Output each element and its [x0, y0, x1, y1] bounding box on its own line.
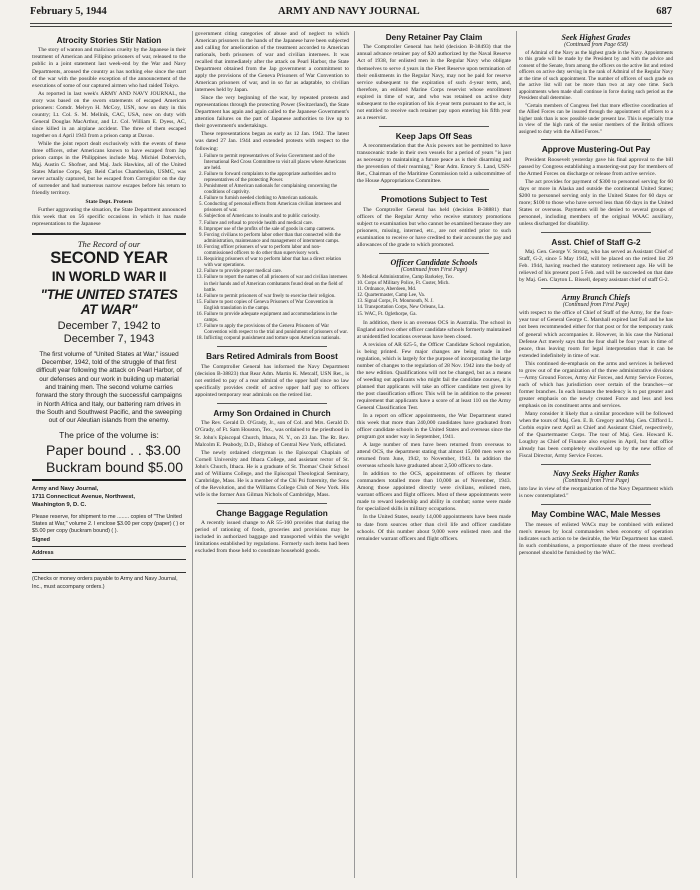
headline-officer-candidate-schools: Officer Candidate Schools [390, 257, 478, 267]
ad-headline-line-1: SECOND YEAR [50, 249, 168, 268]
article-paragraph: The Rev. Gerald D. O'Grady, Jr., son of Col. and Mrs. Gerald D. O'Grady, of Ft. Sam Houston, Tex., was ordained to the priesthood in St. John's Episcopal Church, Ithaca, N. Y., on 23 Jan. The Rt. Rev. Malcolm E. Peabody, D.D., Bishop of Central New York, officiated. [195, 420, 349, 448]
article-paragraph: These representations began as early as 12 Jan. 1942. The latest was dated 27 Jan. 1944 and extended protests with respect to the following: [195, 131, 349, 152]
article-paragraph: The newly ordained clergyman is the Episcopal Chaplain of Cornell University and Ithaca College, and assistant rector of St. John's Church, Ithaca. He is a graduate of St. Thomas' Choir School and of Williams College, and the Episcopal Theological Seminary, Cambridge, Mass. He is a member of the Chi Psi fraternity, the Sons of the Revolution, and the Williams College Club of New York. His wife is the former Ann Gilman Nichols of Cambridge, Mass. [195, 449, 349, 498]
column-1 [32, 31, 186, 882]
headline-bars-retired-admirals: Bars Retired Admirals from Boost [206, 352, 338, 362]
protest-list [195, 154, 349, 343]
column-4 [519, 31, 673, 882]
article-paragraph: Since the very beginning of the war, by repeated protests and representations through the protecting Power (Switzerland), the State Department has again and again called to the Japanese Government's attention failures on the part of Japanese authorities to live up to their government's undertakings. [195, 95, 349, 130]
ocs-school-item: 14. Transportation Corps, New Orleans, La. [357, 305, 445, 311]
article-divider [541, 504, 651, 505]
ocs-school-item: 12. Quartermaster, Camp Lee, Va. [357, 293, 426, 299]
protest-list-item: 13. Failure to report the names of all prisoners of war and civilian internees in their hands and of American combatants found dead on the field of battle. [204, 275, 349, 293]
protest-list-item: 17. Failure to apply the provisions of the Geneva Prisoners of War Convention with respect to the trial and punishment of prisoners of war. [204, 324, 349, 336]
form-address-line-1: 1711 Connecticut Avenue, Northwest, [32, 493, 135, 500]
form-address-field-line[interactable] [32, 550, 186, 560]
protest-list-item: 9. Forcing civilians to perform labor other than that connected with the administration, maintenance and management of internment camps. [204, 233, 349, 245]
article-paragraph: The Comptroller General has held (decision B-38881) that officers of the Regular Army who receive statutory promotions subject to examination but who cannot be examined because they are prisoners, missing, interned, etc., are not entitled prior to such examination to receive or have credited to their accounts the pay and allowances of the grade to which promoted. [357, 206, 511, 248]
ad-kicker: The Record of our [77, 239, 141, 250]
article-paragraph: President Roosevelt yesterday gave his final approval to the bill passed by Congress establishing a mustering-out pay for members of the Armed Forces on discharge or release from active service. [519, 156, 673, 177]
article-paragraph: In the United States, nearly 14,000 appointments have been made to date from sources other than civil life and officer candidate schools. Of this number about 9,000 were enlisted men and the remainder warrant officers and flight officers. [357, 514, 511, 542]
protest-list-item: 1. Failure to permit representatives of Swiss Government and of the International Red Cross Committee to visit all places where Americans are held. [204, 154, 349, 172]
ad-description: The first volume of "United States at War," issued December, 1942, told of the struggle of that first difficult year following the attack on Pearl Harbor, of our defenses and our work in building up material and training men. The second volume carries forward the story through the successful campaigns in North Africa and Italy, our battering ram drives in the South and Southwest Pacific, and the sweeping out of our Aleutian islands from the enemy. [36, 350, 182, 425]
column-divider [354, 31, 355, 878]
article-divider [541, 139, 651, 140]
publication-title: ARMY AND NAVY JOURNAL [278, 6, 420, 17]
page-number: 687 [656, 6, 672, 17]
article-paragraph: As reported in last week's ARMY AND NAVY JOURNAL, the story was based on the sworn statements of escaped American prisoners: Comdr. Melvyn H. McCoy, USN, now on duty in this country; Lt. Col. S. M. Mellnik, CAC, USA, now on duty with General Douglas MacArthur, and Lt. Col. William E. Dyess, AC, since killed in an airplane accident. The three of them escaped together on 4 April 1943 from a prison camp at Davao. [32, 90, 186, 139]
article-paragraph: Maj. Gen. George V. Strong, who has served as Assistant Chief of Staff, G-2, since 5 May 1942, will be placed on the retired list 29 Feb. 1944, having reached the statutory retirement age. He will be relieved of his present post 5 Feb. and will be succeeded on that date by Maj. Gen. Clayton L. Bissell, deputy assistant chief of staff G-2. [519, 249, 673, 284]
article-divider [217, 346, 327, 347]
article-paragraph: The Comptroller General has informed the Navy Department (decision B-38823) that Rear Adm. Martin K. Metcalf, USN Ret., is not entitled to pay of a rear admiral of the upper half since no law specifically provides credit of active upper half pay to officers appointed temporary rear admirals on the retired list. [195, 363, 349, 398]
form-address-label: Address [32, 550, 57, 556]
continued-note: (Continued from First Page) [400, 266, 468, 273]
article-paragraph: into law in view of the reorganization of the Navy Department which is now contemplated." [519, 486, 673, 500]
article-paragraph: A recommendation that the Axis powers not be permitted to have transoceanic trade in their own vessels for a period of years "is just as necessary to maintaining a future peace as is their disarming and the prevention of their rearming," Rear Adm. Emory S. Land, USN-Ret., Chairman of the Maritime Commission told a subcommittee of the House Appropriations Committee. [357, 143, 511, 185]
article-paragraph: Many consider it likely that a similar procedure will be followed when the tours of Maj. Gen. E. B. Gregory and Maj. Gen. Clifford L. Corbin expire next April as Chief and Assistant Chief, respectively, of the Quartermaster Corps. The tour of Maj. Gen. Howard K. Loughry as Chief of Finance also expires in April, but that office already has been completely swallowed up by the new office of Fiscal Director, Army Service Forces. [519, 410, 673, 460]
protest-list-item: 15. Failure to post copies of Geneva Prisoners of War Convention in English translation in the camps. [204, 300, 349, 312]
protest-list-item: 16. Failure to provide adequate equipment and accommodations in the camps. [204, 312, 349, 324]
article-paragraph: government citing categories of abuse and of neglect to which American prisoners in the hands of the Japanese have been subjected and calling for amelioration of the treatment accorded to American nationals, both prisoners of war and civilian internees. It was recalled that immediately after the attack on Pearl Harbor, the State Department obtained from the Jap government a commitment to apply the provisions of the Geneva Prisoners of War Convention to American prisoners of war, and in so far as adaptable, to civilian internees held by Japan. [195, 31, 349, 94]
header-rule-2 [30, 26, 672, 27]
article-paragraph: of Admiral of the Navy as the highest grade in the Navy. Appointments to this grade will be made by the President by and with the advice and consent of the Senate, from among the officers on the active list and retired officers on active duty serving in the rank of Admiral of the Regular Navy at the time of such appointment. The number of officers of such grade on the active list will not be more than two at any one time. Such appointments when made shall continue in force during such period as the President shall determine. [519, 50, 673, 102]
form-order-text: Please reserve, for shipment to me ........ copies of "The United States at War," volume 2. I enclose $3.00 per copy (paper) ( ) or $5.00 per copy (buckram bound) ( ). [32, 513, 185, 535]
headline-seek-highest-grades: Seek Highest Grades [561, 33, 631, 42]
headline-asst-chief-of-staff: Asst. Chief of Staff G-2 [551, 237, 641, 247]
article-paragraph: with respect to the office of Chief of Staff of the Army, for the four-year tour of General George C. Marshall expired last Fall and he has not been recommended either for that post or for the temporary rank of general which accompanies it. However, in his case the National Defense Act merely says that the four shall be four years in time of peace, thus leaving room for legal interpretation that it can be extended indefinitely in time of war. [519, 310, 673, 359]
protest-list-item: 11. Requiring prisoners of war to perform labor that has a direct relation with war operations. [204, 257, 349, 269]
book-advertisement [32, 233, 186, 481]
form-address-line-2: Washington 9, D. C. [32, 501, 87, 508]
article-divider [379, 253, 489, 254]
headline-may-combine-wac-messes: May Combine WAC, Male Messes [531, 510, 661, 520]
column-3 [357, 31, 511, 882]
ad-headline-line-2: IN WORLD WAR II [51, 268, 167, 285]
form-signed-label: Signed [32, 537, 53, 543]
protest-list-item: 5. Conducting of personal effects from American civilian internees and prisoners of war. [204, 202, 349, 214]
column-divider [192, 31, 193, 878]
ad-price-heading: The price of the volume is: [59, 429, 159, 440]
ocs-school-item: 13. Signal Corps, Ft. Monmouth, N. J. [357, 299, 434, 305]
ocs-school-item: 15. WAC, Ft. Oglethorpe, Ga. [357, 311, 417, 317]
ad-book-title-line-2: AT WAR" [80, 302, 138, 318]
ad-price-paper: Paper bound . . $3.00 [46, 441, 181, 458]
ad-dates [32, 320, 186, 346]
article-paragraph: The Comptroller General has held (decision B-38493) that the annual advance retainer pay of $20 authorized by the Naval Reserve Act of 1938, for enlisted men in the Regular Navy who obligate themselves to serve 4 years in the Fleet Reserve upon termination of their enlistments in the Regular Navy, may not be paid for reserve service subsequent to the expiration of such 4-year term, and, therefore, an enlisted Marine Corps reservist whose enrollment expired in time of war, and who was retained on active duty subsequent to the expiration of his 4-year term pursuant to the act, is not entitled to receive such retainer pay upon entering his fifth year as a reservist. [357, 44, 511, 121]
form-signed-line[interactable] [32, 537, 186, 547]
protest-list-item: 12. Failure to provide proper medical care. [204, 269, 349, 275]
header-rule [30, 23, 672, 24]
ad-dates-line-2: December 7, 1943 [63, 333, 155, 346]
article-divider [217, 403, 327, 404]
article-divider [379, 126, 489, 127]
ocs-school-list [357, 275, 511, 318]
headline-change-baggage: Change Baggage Regulation [216, 508, 328, 518]
protest-list-item: 18. Inflicting corporal punishment and torture upon American nationals. [204, 336, 349, 342]
ad-book-title-line-1: "THE UNITED STATES [40, 287, 178, 303]
article-paragraph: This continued de-emphasis on the arms and services is believed to grow out of the organization of the three administrative divisions—Army Ground Forces, Army Air Forces, and Army Service Forces, each of which has jurisdiction over certain of the branches—or former branches. In each instance the tendency is to put greater and greater emphasis on the newly created Force and less and less emphasis on its constituent arms and services. [519, 360, 673, 409]
headline-keep-japs-off-seas: Keep Japs Off Seas [395, 131, 473, 141]
article-paragraph: A revision of AR 625-5, the Officer Candidate School regulation, is being printed. Few major changes are being made in the regulation, which is largely for the purpose of incorporating the large number of changes to the regulation of 28 Nov. 1942 into the body of the new edition. Qualifications will not be changed, but as a means of weeding out applicants who might fail the candidate courses, it is planned that applicants will take an officer candidate test given by the post classification officer. This will be in addition to the present requirement that applicants have a score of at least 110 on the Army General Classification Test. [357, 341, 511, 412]
article-paragraph: Further aggravating the situation, the State Department announced this week that on 56 specific occasions in which it has made representations to the Japanese [32, 207, 186, 228]
article-paragraph: In addition to the OCS, appointments of officers by theater commanders totalled more than 10,000 as of November, 1943. Among those appointed directly were civilians, enlisted men, warrant officers and flight officers. Most of these appointments were made to reward leadership and ability in combat; some were made for specialized skills in military occupations. [357, 471, 511, 513]
article-paragraph: While the joint report dealt exclusively with the events of these three officers, other Americans known to have escaped from Jap prison camps in the Philippines include Maj. Michiel Dobervich, Maj. Austin C. Shofner, and Maj. Jack Hawkins, all of the United States Marine Corps, Sgt. Reid Carlos Chamberlain, USMC, was never actually captured, but he escaped from Corregidor on the day of surrender and had numerous narrow escapes before his return to friendly territory. [32, 140, 186, 197]
article-divider [541, 232, 651, 233]
column-2 [195, 31, 349, 882]
column-divider [516, 31, 517, 878]
headline-army-branch-chiefs: Army Branch Chiefs [561, 293, 631, 303]
article-paragraph: "Certain members of Congress feel that more effective coordination of the Allied Forces can be insured through the appointment of officers to a higher rank than is now possible under present law. This is especially true in view of the high rank of the senior members of the British officers assigned to duty with the Allied Forces." [519, 102, 673, 135]
article-paragraph: The messes of enlisted WACs may be combined with enlisted men's messes by local commanders when economy of operation indicates such action to be desirable, the War Department has stated. In such combinations, a proportionate share of the mess overhead personnel should be furnished by the WAC. [519, 521, 673, 556]
protest-list-item: 14. Failure to permit prisoners of war freely to exercise their religion. [204, 294, 349, 300]
article-divider [379, 189, 489, 190]
article-paragraph: The act provides for payment of $300 to personnel serving for 60 days or more in Alaska and outside the continental United States; $200 to personnel serving only in the United States for 60 days or more; $100 to those who have served less than 60 days in the United States or overseas. Payments will be denied to several groups of personnel, including members of the original WAAC auxiliary, unless discharged for disability. [519, 178, 673, 227]
page-header [30, 6, 672, 22]
article-paragraph: A large number of men have been returned from overseas to attend OCS, the department stating that almost 15,000 men were so returned from June, 1942, to November, 1943. In addition the overseas schools have graduated about 2,500 officers to date. [357, 442, 511, 470]
article-divider [541, 288, 651, 289]
protest-list-item: 10. Forcing officer prisoners of war to perform labor and non-commissioned officers to do other than supervisory work. [204, 245, 349, 257]
protest-list-item: 8. Improper use of the profits of the sale of goods in camp canteens. [204, 227, 349, 233]
ocs-school-item: 11. Ordnance, Aberdeen, Md. [357, 287, 417, 293]
form-publisher-name: Army and Navy Journal, [32, 486, 99, 493]
headline-army-son-ordained: Army Son Ordained in Church [213, 409, 331, 419]
ad-dates-line-1: December 7, 1942 to [57, 320, 161, 333]
order-form [32, 486, 186, 591]
article-divider [541, 464, 651, 465]
headline-approve-mustering-out-pay: Approve Mustering-Out Pay [541, 145, 651, 155]
issue-date: February 5, 1944 [30, 6, 107, 17]
headline-navy-seeks-higher-ranks: Navy Seeks Higher Ranks [553, 469, 639, 479]
form-payment-note: (Checks or money orders payable to Army and Navy Journal, Inc., must accompany orders.) [32, 576, 178, 590]
continued-note: (Continued from Page 658) [564, 42, 628, 48]
article-paragraph: A recently issued change to AR 55-160 provides that during the period of rationing of foods, groceries and provisions may be included in authorized baggage and transported within the weight limitations established by regulations. Formerly such items had been excluded from those held to constitute household goods. [195, 520, 349, 555]
protest-list-item: 7. Failure and refusal to provide health and medical care. [204, 221, 349, 227]
article-paragraph: In a report on officer appointments, the War Department stated this week that more than 240,000 candidates have graduated from officer candidate schools in the United States and overseas since the program got under way in September, 1941. [357, 413, 511, 441]
continued-note: (Continued from First Page) [562, 302, 630, 309]
headline-atrocity-stories: Atrocity Stories Stir Nation [56, 36, 162, 45]
article-paragraph: In addition, there is an overseas OCS in Australia. The school in England and two other officer candidate schools formerly maintained at unidentified locations overseas have been closed. [357, 319, 511, 340]
form-blank-line[interactable] [32, 563, 186, 573]
ocs-school-item: 9. Medical Administrative, Camp Barkeley, Tex. [357, 274, 454, 280]
ocs-school-item: 10. Corps of Military Police, Ft. Custer, Mich. [357, 281, 450, 287]
protest-list-item: 6. Subjection of Americans to insults and to public curiosity. [204, 214, 349, 220]
protest-list-item: 4. Failure to furnish needed clothing to American nationals. [204, 196, 349, 202]
headline-promotions-subject-to-test: Promotions Subject to Test [381, 195, 487, 205]
protest-list-item: 3. Punishment of American nationals for complaining concerning the conditions of captivity. [204, 184, 349, 196]
headline-deny-retainer-pay: Deny Retainer Pay Claim [385, 33, 483, 42]
subhead-state-dept: State Dept. Protests [85, 199, 133, 206]
protest-list-item: 2. Failure to forward complaints to the appropriate authorities and to representatives of the protecting Power. [204, 172, 349, 184]
article-divider [217, 503, 327, 504]
continued-note: (Continued from First Page) [562, 478, 630, 485]
ad-price-buckram: Buckram bound $5.00 [46, 459, 183, 476]
article-paragraph: The story of wanton and malicious cruelty by the Japanese in their treatment of American and Filipino prisoners of war, released to the public in a joint statement last week-end by the War and Navy Departments, aroused the country as has nothing else since the start of the war with the possible exception of the announcement of the executions of some of our captured airmen who had raided Tokyo. [32, 47, 186, 89]
